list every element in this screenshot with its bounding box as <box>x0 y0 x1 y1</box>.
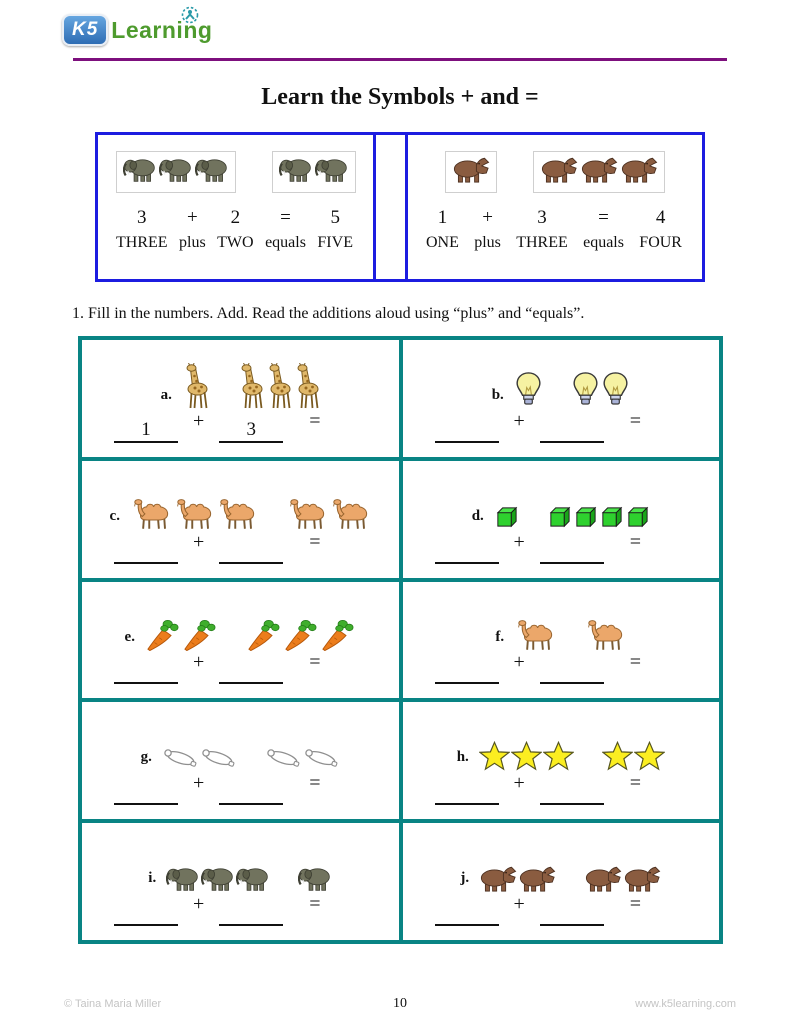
problem-pictures-row <box>82 709 399 771</box>
camel-icon <box>173 496 215 530</box>
equation-word: THREE <box>516 234 568 251</box>
answer-blank-2[interactable]: 3 <box>219 416 283 443</box>
equation-column <box>317 207 353 252</box>
equals-symbol: = <box>309 530 321 553</box>
equals-symbol: = <box>629 530 642 553</box>
answer-blank-1[interactable] <box>114 537 178 564</box>
hippo-icon <box>479 865 517 892</box>
picture-group-2 <box>298 865 332 892</box>
equation-word: FIVE <box>317 234 353 251</box>
problem-label: i. <box>148 870 157 887</box>
picture-frame <box>272 151 356 193</box>
answer-row <box>403 773 720 819</box>
plus-symbol: + <box>513 893 525 915</box>
equals-symbol: = <box>629 651 642 674</box>
problem-pictures-row <box>82 830 399 892</box>
answer-blank-1[interactable] <box>435 778 499 805</box>
equals-symbol: = <box>629 893 642 915</box>
equation-number: = <box>598 207 609 228</box>
equation-column <box>639 207 682 252</box>
equation-column <box>179 207 206 252</box>
problem-pictures-row <box>403 830 720 892</box>
camel-icon <box>286 496 328 530</box>
elephant-icon <box>159 156 193 188</box>
equation-number: 1 <box>437 207 448 228</box>
problem-cell <box>403 461 720 578</box>
carrot-icon <box>283 618 319 651</box>
plus-symbol: + <box>513 651 525 674</box>
example-equation <box>98 207 373 252</box>
answer-blank-2[interactable] <box>219 899 283 926</box>
problem-label: f. <box>495 628 505 645</box>
header-rule <box>73 58 727 61</box>
lightbulb-icon <box>514 372 543 409</box>
example-equation <box>408 207 702 252</box>
picture-group-1 <box>479 741 574 771</box>
picture-group-2 <box>602 741 665 771</box>
star-icon <box>602 741 633 771</box>
equation-number: + <box>186 207 198 228</box>
carrot-icon <box>320 618 356 651</box>
answer-blank-1[interactable] <box>435 899 499 926</box>
equation-number: = <box>280 207 291 228</box>
safety-pin-icon <box>265 747 302 771</box>
cube-icon <box>547 505 572 530</box>
answer-row <box>82 532 399 578</box>
example-connector <box>376 279 405 282</box>
answer-blank-2[interactable] <box>540 537 604 564</box>
picture-group-1 <box>130 496 258 530</box>
equation-number: 5 <box>330 207 340 228</box>
picture-group-2 <box>237 363 320 409</box>
website-text: www.k5learning.com <box>635 998 736 1010</box>
problem-label: b. <box>491 387 504 403</box>
answer-blank-2[interactable] <box>219 657 283 684</box>
equation-column <box>426 207 459 252</box>
answer-blank-2[interactable] <box>540 899 604 926</box>
problem-pictures-row <box>403 347 720 409</box>
safety-pin-icon <box>162 747 199 771</box>
answer-blank-2[interactable] <box>540 657 604 684</box>
k5-logo-badge: K5 <box>62 14 108 46</box>
equation-number: 4 <box>655 207 666 228</box>
equation-word: plus <box>474 234 501 251</box>
picture-group-2 <box>547 505 650 530</box>
example-connector <box>376 132 405 135</box>
carrot-icon <box>246 618 282 651</box>
problem-pictures-row <box>403 468 720 530</box>
answer-row <box>82 652 399 698</box>
problem-pictures-row <box>403 589 720 651</box>
answer-blank-1[interactable]: 1 <box>114 416 178 443</box>
plus-symbol: + <box>193 893 205 915</box>
hippo-icon <box>518 865 556 892</box>
star-icon <box>543 741 574 771</box>
camel-icon <box>514 617 556 651</box>
elephant-icon <box>298 865 332 892</box>
problem-cell <box>403 823 720 940</box>
lightbulb-icon <box>571 372 600 409</box>
safety-pin-icon <box>200 747 237 771</box>
problem-label: a. <box>160 387 172 403</box>
carrot-icon <box>145 618 181 651</box>
camel-icon <box>329 496 371 530</box>
equation-column <box>217 207 253 252</box>
hippo-icon <box>584 865 622 892</box>
picture-group-1 <box>494 505 519 530</box>
equals-symbol: = <box>629 409 642 432</box>
equation-column <box>265 207 306 252</box>
star-icon <box>634 741 665 771</box>
safety-pin-icon <box>303 747 340 771</box>
copyright-text: © Taina Maria Miller <box>64 998 162 1010</box>
picture-frame <box>533 151 665 193</box>
equation-column <box>583 207 624 252</box>
equals-symbol: = <box>629 772 642 795</box>
giraffe-icon <box>237 363 264 409</box>
problem-cell <box>403 702 720 819</box>
carrot-icon <box>182 618 218 651</box>
answer-row <box>82 773 399 819</box>
hippo-icon <box>580 156 618 188</box>
instruction-text: 1. Fill in the numbers. Add. Read the additions aloud using “plus” and “equals”. <box>72 305 585 322</box>
star-icon <box>511 741 542 771</box>
plus-symbol: + <box>193 409 205 432</box>
equals-symbol: = <box>309 772 321 795</box>
answer-row <box>403 652 720 698</box>
answer-blank-2[interactable] <box>540 416 604 443</box>
picture-frame <box>445 151 497 193</box>
lightbulb-icon <box>601 372 630 409</box>
examples-panel <box>95 132 705 282</box>
answer-row <box>403 894 720 940</box>
cube-icon <box>573 505 598 530</box>
hippo-icon <box>540 156 578 188</box>
hippo-icon <box>623 865 661 892</box>
answer-blank-1[interactable] <box>435 537 499 564</box>
cube-icon <box>625 505 650 530</box>
star-icon <box>479 741 510 771</box>
example-box <box>95 132 376 282</box>
answer-blank-1[interactable] <box>435 657 499 684</box>
page-title: Learn the Symbols + and = <box>261 84 539 110</box>
example-box <box>405 132 705 282</box>
k5-learning-logo <box>62 14 212 46</box>
cube-icon <box>599 505 624 530</box>
equation-number: + <box>482 207 493 228</box>
hippo-icon <box>452 156 490 188</box>
example-pictures-row <box>408 147 702 197</box>
equation-word: THREE <box>116 234 168 251</box>
giraffe-icon <box>293 363 320 409</box>
equation-number: 2 <box>230 207 241 228</box>
problem-cell <box>82 340 399 457</box>
picture-group-1 <box>145 618 218 651</box>
answer-blank-2[interactable] <box>540 778 604 805</box>
elephant-icon <box>166 865 200 892</box>
equals-symbol: = <box>309 651 321 674</box>
picture-frame <box>116 151 236 193</box>
plus-symbol: + <box>513 409 525 432</box>
problem-pictures-row <box>82 468 399 530</box>
giraffe-icon <box>265 363 292 409</box>
picture-group-2 <box>571 372 630 409</box>
equation-column <box>116 207 168 252</box>
problem-label: h. <box>456 749 469 766</box>
problem-cell <box>82 461 399 578</box>
plus-symbol: + <box>193 772 205 795</box>
answer-blank-1[interactable] <box>114 657 178 684</box>
logo-person-icon <box>181 6 199 29</box>
picture-group-2 <box>584 865 661 892</box>
picture-group-1 <box>182 363 209 409</box>
answer-blank-2[interactable] <box>219 537 283 564</box>
problem-label: c. <box>109 507 120 524</box>
equation-word: plus <box>179 234 206 251</box>
equation-column <box>516 207 568 252</box>
cube-icon <box>494 505 519 530</box>
picture-group-1 <box>514 372 543 409</box>
equation-word: FOUR <box>639 234 682 251</box>
answer-row <box>82 411 399 457</box>
giraffe-icon <box>182 363 209 409</box>
picture-group-2 <box>286 496 371 530</box>
answer-blank-1[interactable] <box>114 778 178 805</box>
problem-pictures-row <box>82 589 399 651</box>
problem-cell <box>82 823 399 940</box>
problem-label: g. <box>140 749 152 766</box>
plus-symbol: + <box>193 530 205 553</box>
elephant-icon <box>201 865 235 892</box>
elephant-icon <box>236 865 270 892</box>
answer-blank-2[interactable] <box>219 778 283 805</box>
elephant-icon <box>195 156 229 188</box>
plus-symbol: + <box>513 772 525 795</box>
equation-word: equals <box>583 234 624 251</box>
picture-group-1 <box>166 865 270 892</box>
picture-group-2 <box>584 617 626 651</box>
example-pictures-row <box>98 147 373 197</box>
picture-group-1 <box>514 617 556 651</box>
answer-row <box>403 411 720 457</box>
answer-row <box>403 532 720 578</box>
problem-label: j. <box>460 870 470 887</box>
hippo-icon <box>620 156 658 188</box>
answer-blank-1[interactable] <box>435 416 499 443</box>
elephant-icon <box>315 156 349 188</box>
picture-group-2 <box>246 618 356 651</box>
camel-icon <box>584 617 626 651</box>
k5-logo-text: Learning <box>111 16 213 43</box>
elephant-icon <box>123 156 157 188</box>
problem-cell <box>403 582 720 699</box>
elephant-icon <box>279 156 313 188</box>
picture-group-1 <box>162 747 237 771</box>
page-number: 10 <box>393 996 407 1011</box>
problem-pictures-row <box>82 347 399 409</box>
picture-group-2 <box>265 747 340 771</box>
camel-icon <box>216 496 258 530</box>
problem-cell <box>403 340 720 457</box>
equation-word: ONE <box>426 234 459 251</box>
problems-grid <box>78 336 723 944</box>
answer-blank-1[interactable] <box>114 899 178 926</box>
equation-word: equals <box>265 234 306 251</box>
plus-symbol: + <box>193 651 205 674</box>
equation-word: TWO <box>217 234 254 251</box>
problem-cell <box>82 702 399 819</box>
answer-row <box>82 894 399 940</box>
problem-cell <box>82 582 399 699</box>
equation-column <box>474 207 501 252</box>
equation-number: 3 <box>537 207 547 228</box>
equals-symbol: = <box>309 409 321 432</box>
problem-pictures-row <box>403 709 720 771</box>
equals-symbol: = <box>309 893 321 915</box>
problem-label: e. <box>124 628 135 645</box>
equation-number: 3 <box>137 207 147 228</box>
camel-icon <box>130 496 172 530</box>
picture-group-1 <box>479 865 556 892</box>
problem-label: d. <box>471 507 484 524</box>
plus-symbol: + <box>513 530 525 553</box>
